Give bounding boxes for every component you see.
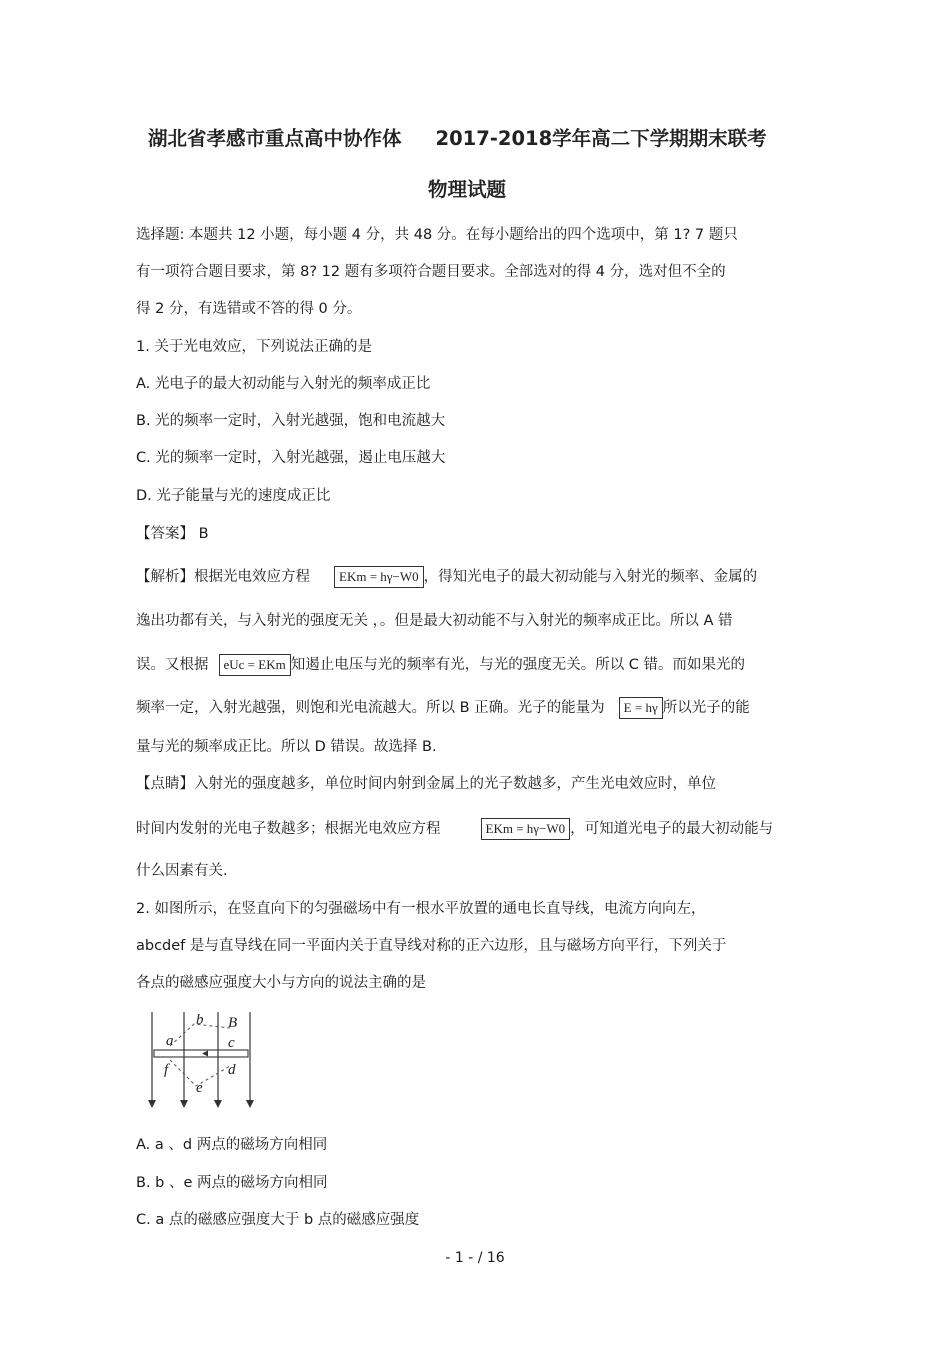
formula-photoelectric-2: EKm = hγ−W0 (481, 818, 571, 840)
q2-stem-3: 各点的磁感应强度大小与方向的说法主确的是 (136, 975, 426, 991)
q2-stem-1: 2. 如图所示，在竖直向下的匀强磁场中有一根水平放置的通电长直导线，电流方向向左， (136, 901, 706, 917)
q2-option-c: C. a 点的磁感应强度大于 b 点的磁感应强度 (136, 1212, 420, 1228)
q1-option-b: B. 光的频率一定时，入射光越强，饱和电流越大 (136, 413, 446, 429)
title-school: 湖北省孝感市重点高中协作体 (148, 127, 402, 150)
q1-option-a: A. 光电子的最大初动能与入射光的频率成正比 (136, 376, 431, 392)
comment-text: 时间内发射的光电子数越多；根据光电效应方程 (136, 821, 441, 837)
title-year: 2017-2018学年高二下学期期末联考 (435, 127, 767, 150)
label-B: B (228, 1015, 238, 1031)
q1-stem: 1. 关于光电效应，下列说法正确的是 (136, 339, 372, 355)
intro-line-2: 有一项符合题目要求，第 8? 12 题有多项符合题目要求。全部选对的得 4 分，选对但不全的 (136, 264, 726, 280)
q1-option-c: C. 光的频率一定时，入射光越强，遏止电压越大 (136, 450, 446, 466)
q1-option-d: D. 光子能量与光的速度成正比 (136, 488, 331, 504)
q2-option-b: B. b 、e 两点的磁场方向相同 (136, 1175, 328, 1191)
page-number: - 1 - / 16 (445, 1250, 505, 1266)
hexagon-magnetic-field-figure (142, 1010, 272, 1110)
analysis-line-4 (136, 697, 750, 719)
formula-photon-energy: E = hγ (619, 697, 663, 719)
comment-line-1: 【点睛】入射光的强度越多，单位时间内射到金属上的光子数越多，产生光电效应时，单位 (136, 776, 716, 792)
label-e: e (196, 1080, 203, 1096)
q1-answer: 【答案】 B (136, 526, 209, 542)
comment-text: ，可知道光电子的最大初动能与 (570, 821, 774, 837)
label-f: f (164, 1062, 169, 1078)
label-d: d (228, 1062, 236, 1078)
analysis-text: 频率一定，入射光越强，则饱和光电流越大。所以 B 正确。光子的能量为 (136, 700, 605, 716)
intro-line-3: 得 2 分，有选错或不答的得 0 分。 (136, 301, 362, 317)
label-b: b (196, 1012, 204, 1028)
q2-option-a: A. a 、d 两点的磁场方向相同 (136, 1137, 328, 1153)
analysis-line-2: 逸出功都有关，与入射光的强度无关 ，。但是最大初动能不与入射光的频率成正比。所以 A 错 (136, 613, 733, 629)
analysis-text: 所以光子的能 (662, 700, 750, 716)
label-a: a (166, 1033, 174, 1049)
comment-line-3: 什么因素有关. (136, 863, 228, 879)
page-title-line2: 物理试题 (428, 178, 507, 201)
comment-line-2 (136, 818, 773, 840)
analysis-text: 知遏止电压与光的频率有光，与光的强度无关。所以 C 错。而如果光的 (290, 657, 746, 673)
analysis-line-5: 量与光的频率成正比。所以 D 错误。故选择 B. (136, 739, 437, 755)
page-title-line1 (148, 127, 767, 150)
analysis-text: 误。又根据 (136, 657, 209, 673)
formula-photoelectric: EKm = hγ−W0 (334, 566, 424, 588)
analysis-text: ，得知光电子的最大初动能与入射光的频率、金属的 (423, 569, 758, 585)
label-c: c (228, 1035, 235, 1051)
q2-stem-2: abcdef 是与直导线在同一平面内关于直导线对称的正六边形，且与磁场方向平行，下列关于 (136, 938, 727, 954)
analysis-line-1 (136, 566, 757, 588)
analysis-line-3 (136, 654, 745, 676)
formula-stopping-voltage: eUc = EKm (219, 654, 291, 676)
analysis-text: 【解析】根据光电效应方程 (136, 569, 310, 585)
intro-line-1: 选择题: 本题共 12 小题，每小题 4 分，共 48 分。在每小题给出的四个选项中，第 1? 7 题只 (136, 227, 738, 243)
